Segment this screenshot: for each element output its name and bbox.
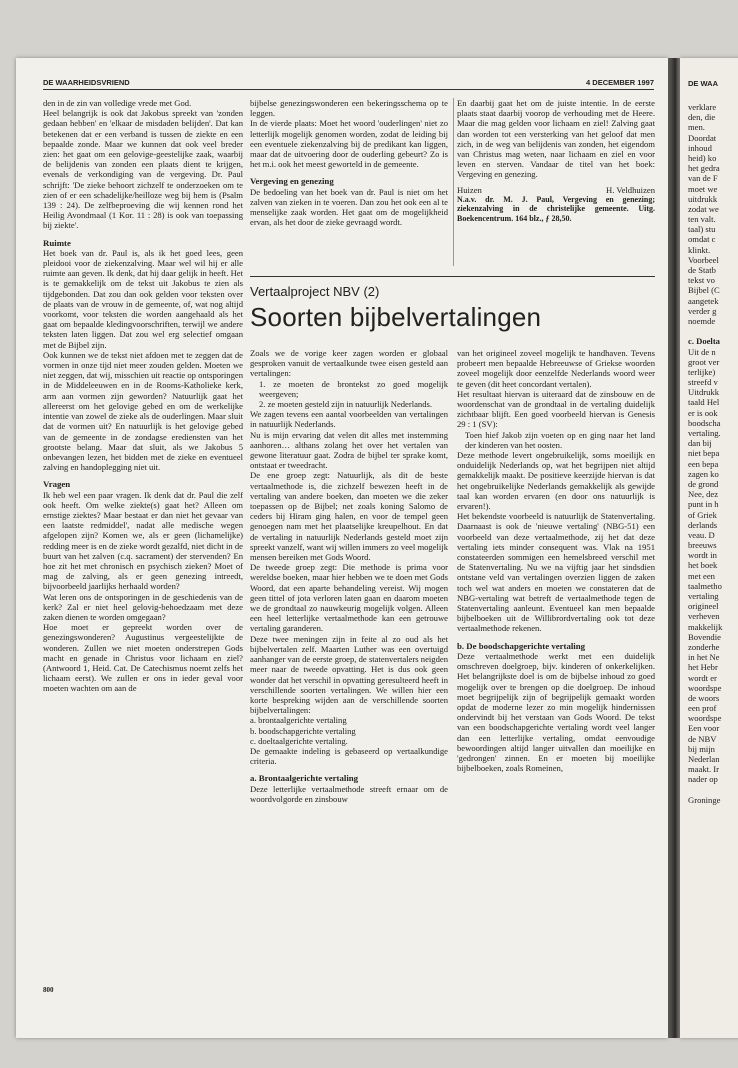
paragraph: De ene groep zegt: Natuurlijk, als dit de beste vertaalmethode is, die zichzelf bewezen heeft in de vertaling van andere boeken, dan moeten we die zeker toepassen op de Bijbel; net zoals koning Salomo de ceders bij Hiram ging halen, en voor de tempel geen genoegen nam met het plaatselijke kreupelhout. En dat de vertaling in natuurlijk Nederlands gesteld moet zijn spreekt vanzelf, want wij willen immers zo veel mogelijk mensen bereiken met Gods Woord.: [250, 470, 448, 563]
column-divider: [453, 98, 454, 266]
facing-page-line: heid) ko: [688, 152, 717, 163]
paragraph: Zoals we de vorige keer zagen worden er globaal gesproken vanuit de vertaalkunde twee eisen gesteld aan vertalingen:: [250, 348, 448, 379]
paragraph: Nu is mijn ervaring dat velen dit alles met instemming aanhoren… althans zolang het over het vertalen van gewone literatuur gaat. Zodra de bijbel ter sprake komt, ontstaat er tweedracht.: [250, 429, 448, 471]
facing-page-line: taal) stu: [688, 224, 716, 235]
paragraph: bijbelse genezingswonderen een bekeringsschema op te leggen.: [250, 98, 448, 119]
page-header: [43, 77, 654, 90]
subheading-brontaal: a. Brontaalgerichte vertaling: [250, 773, 359, 784]
facing-page-line: omdat c: [688, 234, 716, 245]
facing-page-line: er is ook: [688, 407, 718, 418]
facing-page-line: de woors: [688, 692, 720, 703]
paragraph: Deze vertaalmethode werkt met een duidelijk omschreven doelgroep, bijv. kinderen of onkerkelijken. Het belangrijkste doel is om de bijbelse inhoud zo goed mogelijk over te brengen op die doelgroep. De inhoud moet begrijpelijk zijn of begrijpelijk gemaakt worden opdat de moderne lezer zo min mogelijk hindernissen ondervindt bij het verstaan van Gods Woord. De tekst van een boodschapgerichte vertaling wordt veel langer dan een letterlijke vertaling, omdat eenvoudige bewoordingen altijd langer uitvallen dan moeilijke en 'gedrongen' zinnen. En er moeten bij moeilijke bijbelboeken, zoals Romeinen,: [457, 650, 655, 774]
paragraph: den in de zin van volledige vrede met God.: [43, 98, 192, 108]
paragraph: Wat leren ons de ontsporingen in de geschiedenis van de kerk? Zal er niet heel gelovig-behoedzaam met deze zaken dienen te worden omgegaan?: [43, 591, 243, 622]
facing-page-line: noemde: [688, 315, 716, 326]
facing-page-line: boodscha: [688, 417, 721, 428]
subheading-vergeving: Vergeving en genezing: [250, 176, 334, 187]
column-5: [457, 348, 655, 1003]
publication-name: DE WAARHEIDSVRIEND: [43, 78, 130, 87]
paragraph: van het origineel zoveel mogelijk te handhaven. Tevens probeert men bepaalde Hebreeuwse of Griekse woorden zoveel mogelijk door eenzelfde Nederlands woord weer te geven (dit heet concordant vertalen).: [457, 348, 655, 389]
facing-page-line: taalmetho: [688, 580, 722, 591]
facing-page-line: dan bij: [688, 438, 712, 449]
facing-page-line: de Statb: [688, 265, 716, 275]
facing-page: [680, 58, 738, 1038]
paragraph: We zagen tevens een aantal voorbeelden van vertalingen in natuurlijk Nederlands.: [250, 409, 448, 430]
facing-page-line: aangetek: [688, 295, 719, 306]
facing-page-line: tekst vo: [688, 275, 715, 286]
facing-page-line: maakt. Ir: [688, 764, 720, 775]
facing-page-line: nader op: [688, 774, 718, 785]
facing-page-line: Doordat: [688, 132, 717, 143]
paragraph: Het boek van dr. Paul is, als ik het goed lees, geen pleidooi voor de ziekenzalving. Maar wel wil hij er alle ruimte aan geven. Ik denk, dat hij daar gelijk in heeft. Het is te gemakkelijk om de tekst uit Jakobus te zien als tijdgebonden. Dat zou dan ook gelden voor teksten over de plaats van de vrouw in de gemeente, of, wat nog altijd voorkomt, voor teksten die worden aangehaald als het gaat om bepaalde kledingvoorschriften, terwijl we andere teksten laten liggen. Dat zou wel erg selectief omgaan met de Bijbel zijn.: [43, 247, 243, 350]
signature-place: Huizen: [457, 184, 482, 195]
column-1: [43, 98, 243, 1003]
paragraph: Heel belangrijk is ook dat Jakobus spreekt van 'zonden gedaan hebben' en 'elkaar de misdaden belijden'. Dat kan betekenen dat er een verband is tussen de ziekte en een bepaalde zonde. Maar we kunnen dat ook veel breder zien: het gaat om een gelovige-geestelijke zaak, waarbij de belijdenis van zonden een plaats dient te krijgen, evenals de verkondiging van de vergeving. Dr. Paul schrijft: 'De zieke behoort zichzelf te onderzoeken om te zien of er een schadelijke/heilloze weg bij hem is (Psalm 139 : 24). De zelfbeproeving die wij kennen rond het Heilig Avondmaal (1 Kor. 11 : 28) is ook van toepassing bij ziekte'.: [43, 108, 243, 231]
facing-page-line: c. Doelta: [688, 336, 720, 347]
subheading-boodschap: b. De boodschapgerichte vertaling: [457, 640, 586, 651]
signature: [457, 185, 655, 195]
subheading-vragen: Vragen: [43, 479, 71, 490]
facing-page-line: groot ver: [688, 356, 720, 367]
facing-page-header: DE WAA: [688, 79, 718, 88]
list-item: a. brontaalgerichte vertaling: [250, 715, 347, 726]
facing-page-line: de grond: [688, 478, 719, 489]
paragraph: Hoe moet er gepreekt worden over de genezingswonderen? Augustinus vergeestelijkte de wonderen. Zullen we niet moeten onderstrepen Gods macht en genade in Christus voor lichaam en ziel? (Antwoord 1, Heid. Cat. De Catechismus noemt zelfs het lichaam eerst). We zullen er ons in ieder geval voor moeten wachten om aan de: [43, 622, 243, 694]
requirements-list: [250, 379, 448, 410]
book-spine: [668, 58, 680, 1038]
newspaper-page: [16, 58, 668, 1038]
paragraph: De tweede groep zegt: Die methode is prima voor wereldse boeken, maar hier hebben we te doen met Gods Woord, dat een aparte behandeling vereist. Wij mogen geen tittel of jota verloren laten gaan en daarom moeten we de grondtaal zo nauwkeurig mogelijk volgen. Alleen een heel letterlijke vertaalmethode kan een getrouwe vertaling garanderen.: [250, 562, 448, 634]
facing-page-line: Voorbeel: [688, 254, 719, 265]
facing-page-line: vertaling.: [688, 428, 721, 438]
facing-page-line: Nederlan: [688, 754, 720, 764]
facing-page-line: Bovendie: [688, 631, 721, 642]
list-item: 1. ze moeten de brontekst zo goed mogelijk weergeven;: [259, 378, 448, 399]
facing-page-line: terlijke): [688, 366, 716, 377]
publication-date: 4 DECEMBER 1997: [586, 78, 654, 87]
paragraph: Ik heb wel een paar vragen. Ik denk dat dr. Paul die zelf ook heeft. Om welke ziekte(s) gaat het? Alleen om ernstige ziektes? Maar bestaat er dan niet het gevaar van een laatste redmiddel', nadat alle medische wegen afgelopen zijn? Komen we, als er geen (lichamelijke) redding meer is en de zieke wordt gezalfd, niet dicht in de buurt van het zalven (c.q. sacrament) der stervenden? En hoe zit het met chronisch en psychisch zieken? Moet of mag de zalving, als er geen genezing intreedt, bijvoorbeeld jaarlijks herhaald worden?: [43, 489, 243, 592]
facing-page-line: den, die: [688, 112, 716, 123]
paragraph: En daarbij gaat het om de juiste intentie. In de eerste plaats staat daarbij voorop de verhouding met de Heere. Maar die mag gelden voor lichaam en ziel! Zalving gaat dan worden tot een versterking van het geloof dat men zich, in de weg van belijdenis van zonden, het eigendom van Christus mag weten, naar lichaam en ziel en voor leven en sterven. Vandaar de titel van het boek: Vergeving en genezing.: [457, 98, 655, 180]
facing-page-line: [688, 785, 738, 795]
facing-page-line: de NBV: [688, 733, 717, 744]
list-item: c. doeltaalgerichte vertaling.: [250, 735, 348, 746]
facing-page-line: wordt in: [688, 550, 717, 561]
facing-page-line: verklare: [688, 102, 717, 112]
facing-page-line: verder g: [688, 305, 717, 316]
facing-page-line: [688, 326, 738, 336]
facing-page-line: inhoud: [688, 142, 712, 153]
facing-page-line: met een: [688, 570, 715, 581]
subheading-ruimte: Ruimte: [43, 237, 71, 248]
facing-page-line: origineel: [688, 601, 719, 612]
facing-page-line: veau. D: [688, 529, 715, 540]
facing-page-line: Uit de n: [688, 346, 716, 357]
facing-page-line: woordspe: [688, 713, 722, 724]
facing-page-line: het Hebr: [688, 662, 718, 673]
facing-page-line: uitdrukk: [688, 193, 718, 204]
facing-page-line: moet we: [688, 183, 718, 194]
paragraph: In de vierde plaats: Moet het woord 'ouderlingen' niet zo letterlijk mogelijk genomen worden, zodat de leiding bij een eventuele ziekenzalving bij de predikant kan liggen, maar dat de uitvoering door de ouderling gebeurt? Zo is het m.i. ook het meest geworteld in de gemeente.: [250, 118, 448, 170]
facing-page-line: een prof: [688, 703, 717, 714]
facing-page-line: taald Hel: [688, 397, 720, 408]
facing-page-line: ten valt.: [688, 214, 716, 225]
facing-page-line: verheven: [688, 611, 720, 622]
facing-page-line: Groninge: [688, 794, 721, 805]
facing-page-line: Nee, dez: [688, 489, 719, 500]
article-title: Soorten bijbelvertalingen: [250, 302, 542, 332]
signature-author: H. Veldhuizen: [605, 184, 655, 195]
book-reference: N.a.v. dr. M. J. Paul, Vergeving en genezing; ziekenzalving in de christelijke gemeente. Uitg. Boekencentrum. 164 blz., ƒ 28,50.: [457, 194, 655, 224]
paragraph: De bedoeling van het boek van dr. Paul is niet om het zalven van zieken in te voeren. Dan zou het ook een al te menselijke zaak worden. Het gaat om de mogelijkheid ervan, als het door de zieke gevraagd wordt.: [250, 186, 448, 228]
facing-page-line: zonderhe: [688, 641, 720, 652]
facing-page-line: makkelijk: [688, 621, 723, 632]
paragraph: Het resultaat hiervan is uiteraard dat de zinsbouw en de woordenschat van de grondtaal in de vertaling duidelijk zichtbaar blijft. Een goed voorbeeld hiervan is Genesis 29 : 1 (SV):: [457, 388, 655, 430]
facing-page-line: punt in h: [688, 499, 719, 510]
facing-page-column: [688, 102, 738, 805]
facing-page-line: breeuws: [688, 540, 717, 551]
facing-page-line: Een voor: [688, 723, 720, 734]
list-item: b. boodschapgerichte vertaling: [250, 725, 356, 736]
facing-page-line: zagen ko: [688, 468, 719, 479]
column-2: [250, 98, 448, 266]
facing-page-line: Uitdrukk: [688, 387, 720, 398]
article-kicker: Vertaalproject NBV (2): [250, 284, 380, 299]
facing-page-line: woordspe: [688, 682, 722, 693]
column-4: [250, 348, 448, 1003]
facing-page-line: bij mijn: [688, 743, 715, 754]
facing-page-line: streefd v: [688, 377, 718, 388]
paragraph: Ook kunnen we de tekst niet afdoen met te zeggen dat de vormen in onze tijd niet meer zouden gelden. Moeten we niet zeggen, dat wij, misschien uit reactie op ontsporingen in de Middeleeuwen en in de Rooms-Katholieke kerk, arm aan vormen zijn geworden? Natuurlijk gaat het allereerst om het gelovige gebed en om de werkelijke intentie van zowel de zieke als de ouderlingen. Maar sluit dat de vormen uit? En natuurlijk is het gelovige gebed van de gemeente in de zondagse erediensten van het grootste belang. Maar dat sluit, als we Jakobus 5 onbevangen lezen, het bidden met de zieke en eventueel zalving en handoplegging niet uit.: [43, 349, 243, 473]
paragraph: Deze letterlijke vertaalmethode streeft ernaar om de woordvolgorde en zinsbouw: [250, 783, 448, 804]
facing-page-line: of Griek: [688, 509, 717, 520]
paragraph: De gemaakte indeling is gebaseerd op vertaalkundige criteria.: [250, 745, 448, 767]
facing-page-line: het boek: [688, 560, 718, 571]
facing-page-line: niet bepa: [688, 448, 720, 459]
facing-page-line: van de F: [688, 173, 718, 184]
paragraph: Deze twee meningen zijn in feite al zo oud als het bijbelvertalen zelf. Maarten Luther was een overtuigd aanhanger van de eerste groep, de statenvertalers neigden meer naar de tweede opvatting. Het is dus ook geen wonder dat het verschil in opvatting geresulteerd heeft in verschillende soorten vertalingen. We willen hier een korte bespreking wijden aan de verschillende soorten bijbelvertalingen:: [250, 633, 448, 716]
page-number: 800: [43, 986, 54, 994]
paragraph: Deze methode levert ongebruikelijk, soms moeilijk en onduidelijk Nederlands op, wat het begrijpen niet altijd gemakkelijk maakt. De positieve keerzijde hiervan is dat het ongebruikelijke Nederlands gemakkelijk als gewijde taal kan worden ervaren (en door ons natuurlijk is ervaren!).: [457, 450, 655, 512]
facing-page-line: vertaling: [688, 591, 719, 601]
scripture-quote: Toen hief Jakob zijn voeten op en ging naar het land der kinderen van het oosten.: [465, 429, 655, 450]
facing-page-line: men.: [688, 122, 705, 133]
paragraph: Het bekendste voorbeeld is natuurlijk de Statenvertaling. Daarnaast is ook de 'nieuwe vertaling' (NBG-51) een voorbeeld van deze vertaalmethode, zij het dat deze vertaling iets minder consequent was. Vlak na 1951 constateerden sommigen een hemelsbreed verschil met de Statenvertaling. Nu we na vijftig jaar het sindsdien ontstane veld van vertalingen overzien liggen de zaken toch wel wat anders en moeten we constateren dat de NBG-vertaling wat betreft de vertaalmethode tegen de Statenvertaling aanleunt. Eventueel kan men bepaalde bijbelboeken uit de Willibrordvertaling ook tot deze vertaalmethode rekenen.: [457, 511, 655, 634]
column-3: [457, 98, 655, 266]
facing-page-line: derlands: [688, 519, 718, 530]
facing-page-line: het gedra: [688, 163, 720, 174]
facing-page-line: wordt er: [688, 672, 717, 683]
facing-page-line: Bijbel (C: [688, 285, 720, 296]
facing-page-line: klinkt.: [688, 244, 711, 255]
article-separator: [250, 276, 655, 277]
list-item: 2. ze moeten gesteld zijn in natuurlijk Nederlands.: [259, 399, 433, 410]
facing-page-line: zodat we: [688, 203, 719, 214]
facing-page-line: in het Ne: [688, 652, 720, 663]
facing-page-line: een bepa: [688, 458, 719, 469]
